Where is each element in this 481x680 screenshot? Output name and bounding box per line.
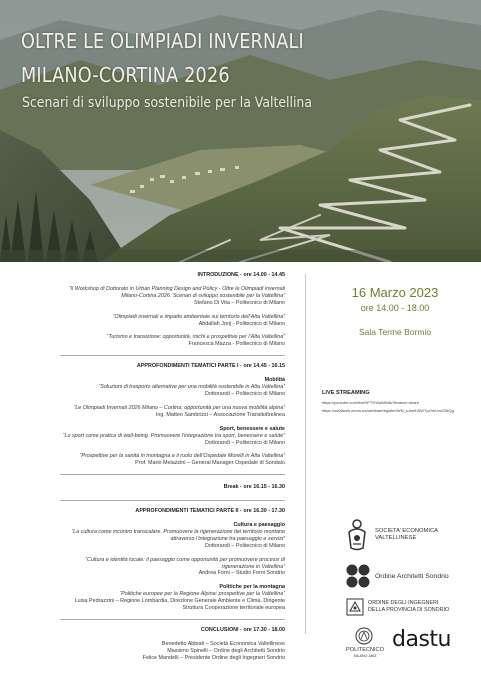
divider xyxy=(60,500,285,501)
divider xyxy=(60,619,285,620)
talk-title: “Lo sport come pratica di well-being. Promuovere l’integrazione tra sport, benessere e salute” xyxy=(62,432,285,439)
divider xyxy=(60,355,285,356)
break-label: Break - ore 16.15 - 16.30 xyxy=(223,484,285,491)
talk-item xyxy=(60,384,285,398)
sev-emblem-icon xyxy=(345,518,369,552)
talk-item xyxy=(60,286,285,307)
talk-speaker: Ing. Matteo Sambrizzi – Associazione Transitoltrelinea xyxy=(155,411,285,418)
event-date: 16 Marzo 2023 xyxy=(351,285,439,300)
hero-photo xyxy=(0,0,481,262)
zoom-link[interactable]: https://us06web.zoom.us/webinar/register/WN_sJmbhSWTpOmUzcOMQg xyxy=(322,408,454,413)
talk-title: “La cultura come incontro transcalare. Promuovere la rigenerazione del territorio montano attraverso l’integrazione tra paesaggio e servizi” xyxy=(71,528,285,542)
section-heading-part2: APPROFONDIMENTI TEMATICI PARTE II - ore 16.30 - 17.30 xyxy=(135,508,285,515)
talk-title: “Prospettive per la sanità in montagna e il ruolo dell’Ospedale Morelli in Alta Valtellina” xyxy=(79,453,285,460)
sev-logo-text xyxy=(375,528,438,542)
talk-title: “Il Workshop di Dottorato in Urban Planning Design and Policy - Oltre le Olimpiadi invernali Milano-Cortina 2026. Scenari di sviluppo sostenibile per la Valtellina” xyxy=(68,285,285,299)
talk-title: “Politiche europee per la Regione Alpina: prospettive per la Valtellina” xyxy=(119,591,285,598)
politecnico-line-1: POLITECNICO xyxy=(346,647,384,653)
title-line-1: OLTRE LE OLIMPIADI INVERNALI xyxy=(21,29,304,53)
live-streaming-label: LIVE STREAMING xyxy=(322,390,370,396)
talk-speaker: Andrea Forni – Studio Forni Sondrio xyxy=(198,570,285,577)
architetti-emblem-icon xyxy=(345,563,371,589)
section-heading-conclusions: CONCLUSIONI - ore 17.30 - 18.00 xyxy=(200,627,285,633)
topic-sport: Sport, benessere e salute xyxy=(219,425,285,432)
talk-item xyxy=(60,453,285,467)
talk-speaker: Francesca Mazza - Politecnico di Milano xyxy=(188,341,285,348)
talk-speaker: Dottorandi – Politecnico di Milano xyxy=(204,542,285,549)
section-heading-part1: APPROFONDIMENTI TEMATICI PARTE I - ore 14.45 - 16.15 xyxy=(136,363,285,370)
talk-speaker: Dottorandi – Politecnico di Milano xyxy=(204,439,285,446)
subtitle: Scenari di sviluppo sostenibile per la Valtellina xyxy=(22,95,312,111)
talk-item xyxy=(60,314,285,328)
ingegneri-emblem-icon xyxy=(346,598,364,616)
politecnico-seal-icon xyxy=(355,627,373,645)
talk-speaker: Dottorandi – Politecnico di Milano xyxy=(204,390,285,397)
talk-item xyxy=(60,529,285,550)
conclusion-speaker: Benedetto Abbiati – Società Economica Valtellinese xyxy=(161,640,285,647)
talk-speaker: Prof. Mario Melazzini – General Manager Ospedale di Sondalo xyxy=(135,460,285,467)
vertical-divider xyxy=(305,274,306,634)
politecnico-logo-text xyxy=(343,647,387,659)
talk-item xyxy=(60,334,285,348)
section-heading-intro: INTRODUZIONE - ore 14.00 - 14.45 xyxy=(197,272,285,278)
talk-title: “Turismo e transizione: opportunità, rischi e prospettive per l’Alta Valtellina” xyxy=(106,334,285,341)
event-time: ore 14.00 - 18.00 xyxy=(360,303,430,313)
architetti-logo-text: Ordine Architetti Sondrio xyxy=(375,573,449,580)
talk-title: “Soluzioni di trasporto alternative per una mobilità sostenibile in Alta Valtellina” xyxy=(98,384,285,391)
talk-speaker: Stefano Di Vita – Politecnico di Milano xyxy=(194,299,285,306)
talk-speaker: Abdallah Jreij - Politecnico di Milano xyxy=(198,320,285,327)
talk-item xyxy=(60,405,285,419)
divider xyxy=(60,474,285,475)
topic-mobilita: Mobilità xyxy=(264,377,285,384)
talk-title: “Cultura e identità locale: il paesaggio come opportunità per promuovere processi di rigenerazione in Valtellina” xyxy=(85,556,285,570)
talk-item xyxy=(60,557,285,578)
sev-line-2: VALTELLINESE xyxy=(375,535,417,541)
talk-item xyxy=(60,591,285,612)
talk-title: “Le Olimpiadi Invernali 2026 Milano – Cortina: opportunità per una nuova mobilità alpina” xyxy=(73,404,285,411)
topic-cultura: Cultura e paesaggio xyxy=(233,522,285,529)
talk-speaker: Luisa Pedrazzini – Regione Lombardia, Direzione Generale Ambiente e Clima, Dirigente xyxy=(74,598,285,605)
youtube-link[interactable]: https://youtube.com/live/9FTSYAeM6dk?feature=share xyxy=(322,400,419,405)
dastu-logo: dastu xyxy=(392,627,451,652)
event-venue: Sala Terme Bormio xyxy=(358,327,432,337)
ingegneri-logo-text xyxy=(368,600,449,614)
ingegneri-line-2: DELLA PROVINCIA DI SONDRIO xyxy=(368,607,450,613)
conclusion-speaker: Massimo Spinelli – Ordine degli Architetti Sondrio xyxy=(167,647,285,654)
ingegneri-line-1: ORDINE DEGLI INGEGNERI xyxy=(368,600,439,606)
talk-title: “Olimpiadi invernali e impatto ambientale sul territorio dell’Alta Valtellina” xyxy=(112,313,285,320)
topic-politiche: Politiche per la montagna xyxy=(219,584,285,591)
title-line-2: MILANO-CORTINA 2026 xyxy=(21,63,230,87)
conclusion-speaker: Felice Mandelli – Presidente Ordine degli Ingegneri Sondrio xyxy=(142,654,285,661)
program xyxy=(60,272,285,662)
talk-item xyxy=(60,433,285,447)
talk-speaker: Struttura Cooperazione territoriale europea xyxy=(182,605,285,612)
sev-line-1: SOCIETA’ ECONOMICA xyxy=(375,528,439,534)
politecnico-line-2: MILANO 1863 xyxy=(353,654,377,658)
